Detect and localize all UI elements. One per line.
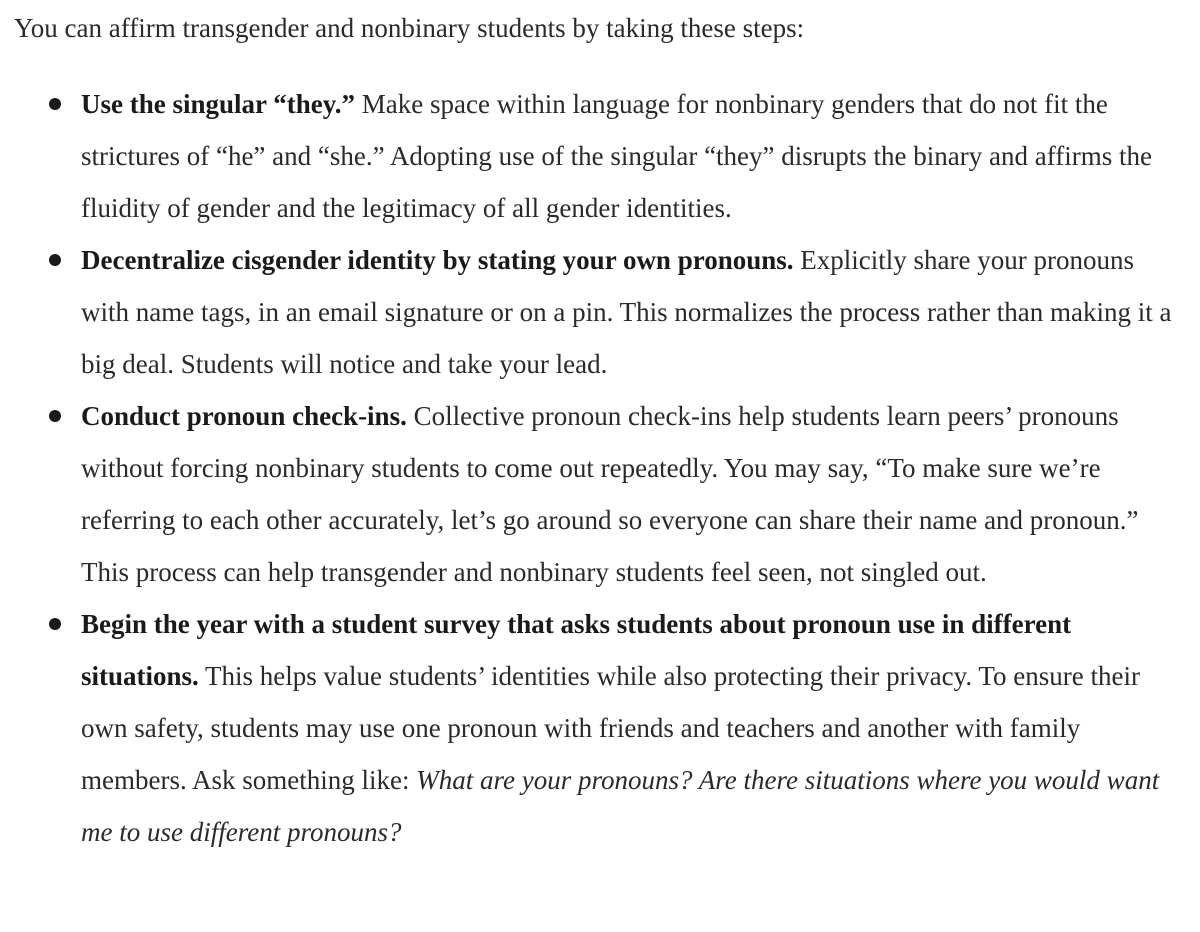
step-text: Explicitly share your pronouns with name tags, in an email signature or on a pin. This normalizes the process rather than making it a big deal. Students will notice and take your lead.	[81, 245, 1172, 379]
list-item	[14, 390, 1184, 598]
bullet-icon	[49, 410, 61, 422]
step-lead: Decentralize cisgender identity by stating your own pronouns.	[81, 245, 794, 275]
step-text: This helps value students’ identities while also protecting their privacy. To ensure their own safety, students may use one pronoun with friends and teachers and another with family members. Ask something like:	[81, 661, 1140, 795]
list-item	[14, 234, 1184, 390]
step-text: Make space within language for nonbinary genders that do not fit the strictures of “he” and “she.” Adopting use of the singular “they” disrupts the binary and affirms the fluidity of gender and the legitimacy of all gender identities.	[81, 89, 1152, 223]
step-lead: Use the singular “they.”	[81, 89, 356, 119]
list-item	[14, 78, 1184, 234]
step-lead: Conduct pronoun check-ins.	[81, 401, 407, 431]
steps-list	[14, 78, 1184, 858]
example-question: What are your pronouns? Are there situations where you would want me to use different pronouns?	[81, 765, 1160, 847]
list-item	[14, 598, 1184, 858]
bullet-icon	[49, 98, 61, 110]
step-lead: Begin the year with a student survey that asks students about pronoun use in different situations.	[81, 609, 1072, 691]
bullet-icon	[49, 618, 61, 630]
step-text: Collective pronoun check-ins help students learn peers’ pronouns without forcing nonbinary students to come out repeatedly. You may say, “To make sure we’re referring to each other accurately, let’s go around so everyone can share their name and pronoun.” This process can help transgender and nonbinary students feel seen, not singled out.	[81, 401, 1139, 587]
bullet-icon	[49, 254, 61, 266]
intro-paragraph: You can affirm transgender and nonbinary students by taking these steps:	[14, 13, 805, 43]
